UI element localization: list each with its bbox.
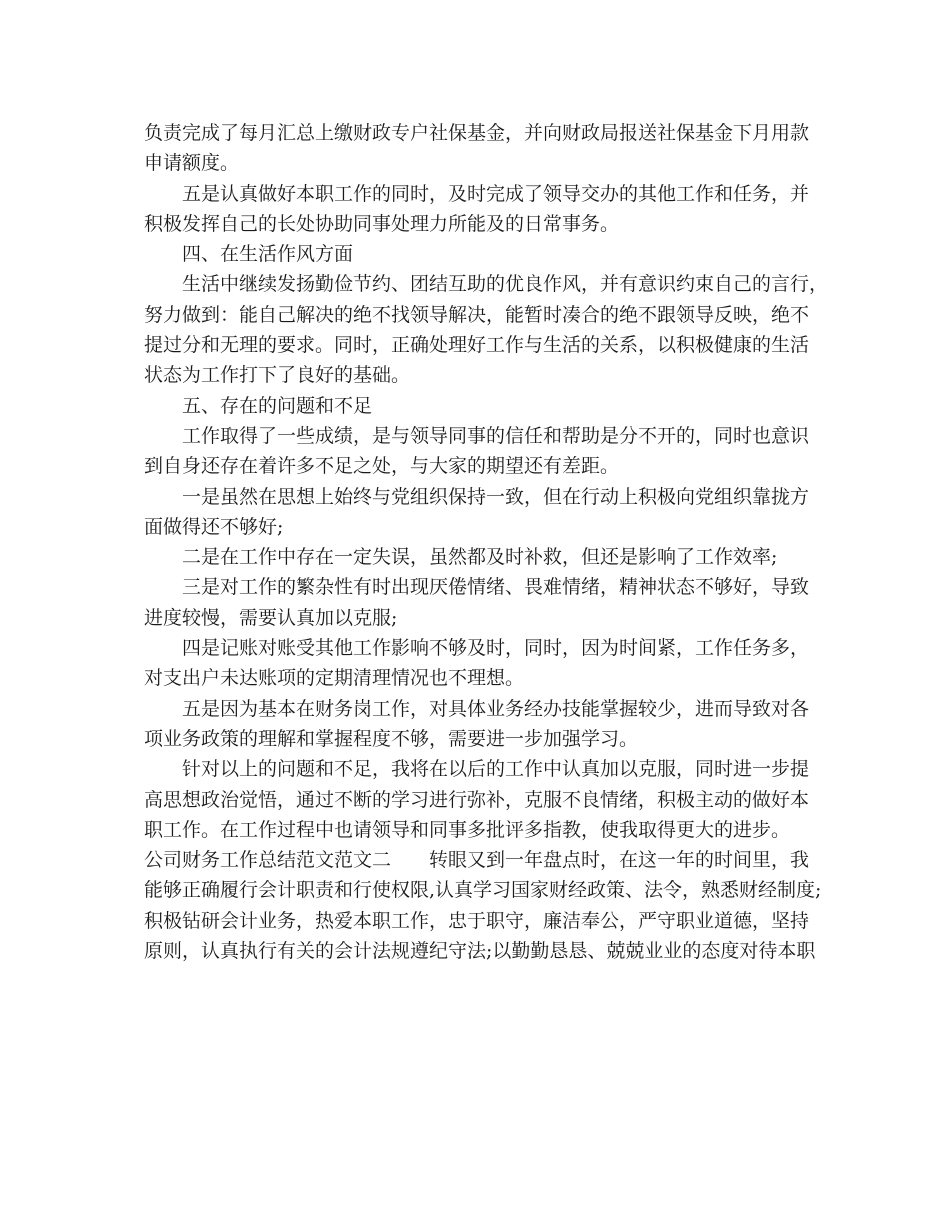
text-line: 二是在工作中存在一定失误，虽然都及时补救，但还是影响了工作效率; <box>182 546 778 569</box>
text-line: 五是认真做好本职工作的同时，及时完成了领导交办的其他工作和任务，并 <box>182 182 810 205</box>
text-line: 面做得还不够好; <box>144 515 284 538</box>
text-line: 积极发挥自己的长处协助同事处理力所能及的日常事务。 <box>144 212 620 235</box>
text-line: 五、存在的问题和不足 <box>182 394 373 417</box>
text-line: 申请额度。 <box>144 152 240 175</box>
text-line: 到自身还存在着许多不足之处，与大家的期望还有差距。 <box>144 455 620 478</box>
text-line: 项业务政策的理解和掌握程度不够，需要进一步加强学习。 <box>144 727 639 750</box>
text-line: 四、在生活作风方面 <box>182 243 354 266</box>
text-line: 工作取得了一些成绩，是与领导同事的信任和帮助是分不开的，同时也意识 <box>182 424 810 447</box>
text-line: 三是对工作的繁杂性有时出现厌倦情绪、畏难情绪，精神状态不够好，导致 <box>182 576 810 599</box>
text-line: 职工作。在工作过程中也请领导和同事多批评多指教，使我取得更大的进步。 <box>144 818 791 841</box>
text-line: 进度较慢，需要认真加以克服; <box>144 606 398 629</box>
text-line: 针对以上的问题和不足，我将在以后的工作中认真加以克服，同时进一步提 <box>182 758 810 781</box>
text-line: 努力做到：能自己解决的绝不找领导解决，能暂时凑合的绝不跟领导反映，绝不 <box>144 303 810 326</box>
text-line: 能够正确履行会计职责和行使权限,认真学习国家财经政策、法令，熟悉财经制度; <box>144 879 822 902</box>
text-line: 高思想政治觉悟，通过不断的学习进行弥补，克服不良情绪，积极主动的做好本 <box>144 788 810 811</box>
text-line: 状态为工作打下了良好的基础。 <box>144 364 411 387</box>
text-line: 积极钻研会计业务，热爱本职工作，忠于职守，廉洁奉公，严守职业道德，坚持 <box>144 909 810 932</box>
document-body <box>144 118 829 966</box>
text-line: 对支出户未达账项的定期清理情况也不理想。 <box>144 667 525 690</box>
text-line: 一是虽然在思想上始终与党组织保持一致，但在行动上积极向党组织靠拢方 <box>182 485 810 508</box>
text-line: 原则，认真执行有关的会计法规遵纪守法;以勤勤恳恳、兢兢业业的态度对待本职 <box>144 940 816 963</box>
text-line: 四是记账对账受其他工作影响不够及时，同时，因为时间紧，工作任务多， <box>182 637 810 660</box>
text-line: 生活中继续发扬勤俭节约、团结互助的优良作风，并有意识约束自己的言行， <box>182 273 829 296</box>
text-line: 提过分和无理的要求。同时，正确处理好工作与生活的关系，以积极健康的生活 <box>144 334 810 357</box>
text-line: 五是因为基本在财务岗工作，对具体业务经办技能掌握较少，进而导致对各 <box>182 697 810 720</box>
text-line: 公司财务工作总结范文范文二 转眼又到一年盘点时，在这一年的时间里，我 <box>144 849 810 872</box>
text-line: 负责完成了每月汇总上缴财政专户社保基金，并向财政局报送社保基金下月用款 <box>144 122 810 144</box>
